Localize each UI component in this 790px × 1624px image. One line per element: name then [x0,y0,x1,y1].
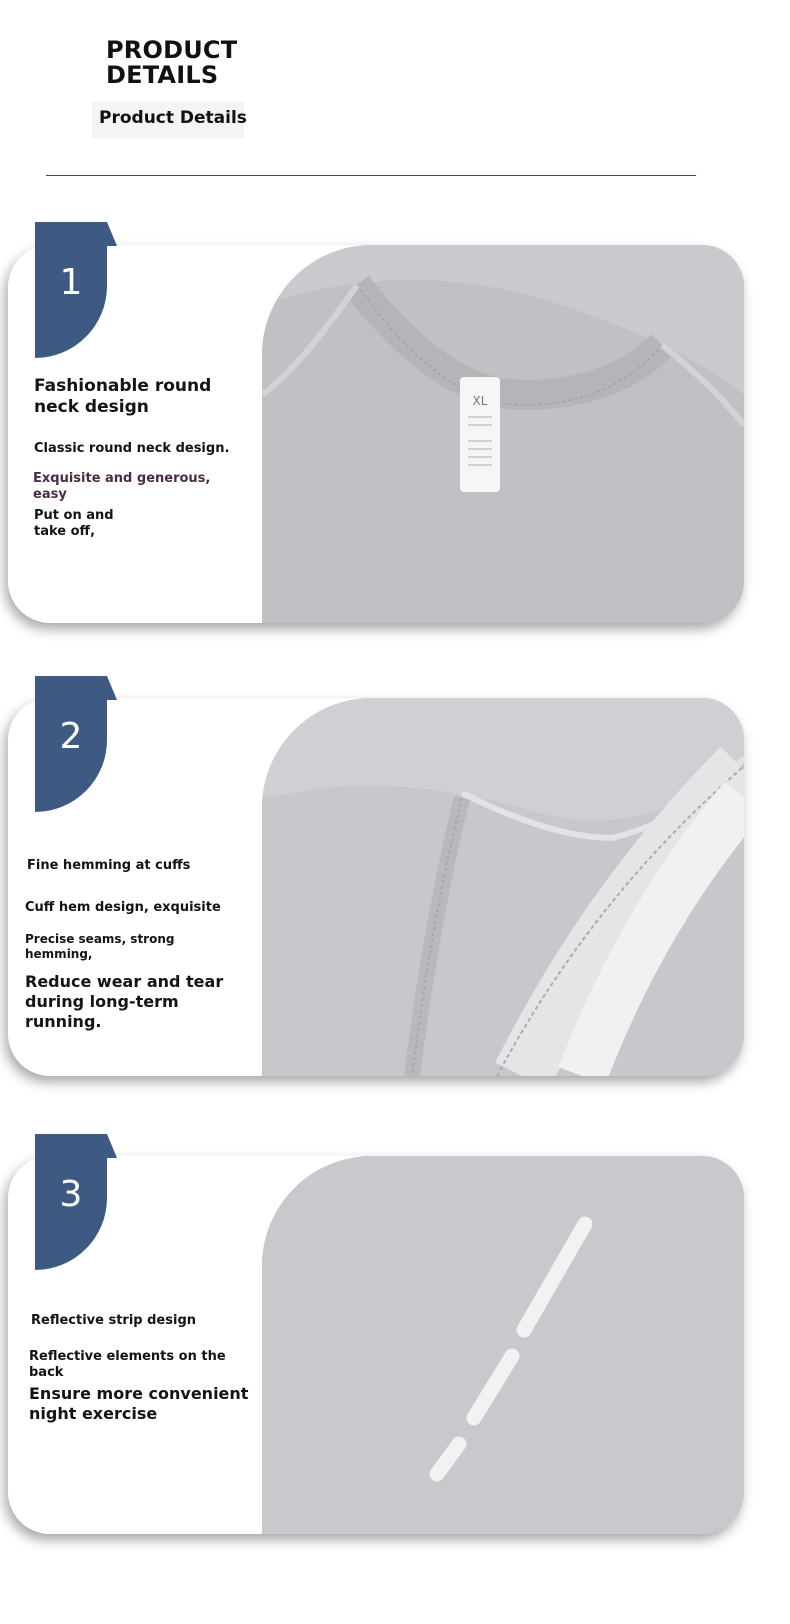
number-badge-2-label: 2 [59,716,83,757]
size-label-text: XL [472,394,488,408]
section-2-line-3 [25,972,223,1032]
section-2-line-2 [25,932,174,962]
section-3-line-2a: Ensure more convenient [29,1384,249,1403]
cuff-illustration [262,698,744,1076]
section-3-line-1 [29,1349,226,1381]
section-1-line-2a: Exquisite and generous, [33,471,211,486]
size-label-tag [460,377,500,492]
badge-fold-1 [107,222,117,246]
neck-illustration [262,245,744,623]
section-1-line-3 [34,508,114,540]
cuff-photo [262,698,744,1076]
section-2-line-3c: running. [25,1012,102,1031]
section-3-line-1b: back [29,1365,64,1380]
section-2-heading: Fine hemming at cuffs [27,858,191,873]
reflective-strip-illustration [262,1156,744,1534]
badge-fold-3 [107,1134,117,1158]
section-2-line-2b: hemming, [25,947,93,961]
section-3-line-2b: night exercise [29,1404,158,1423]
page-title [106,38,237,88]
section-3-heading: Reflective strip design [31,1313,197,1328]
section-1-heading-line-1: Fashionable round [34,376,212,396]
section-3-line-2 [29,1384,248,1424]
number-badge-3-label: 3 [59,1174,83,1215]
neck-photo [262,245,744,623]
section-1-line-3b: take off, [34,524,96,539]
header-divider [46,175,696,176]
section-1-line-2b: easy [33,487,67,502]
section-2-line-2a: Precise seams, strong [25,932,175,946]
section-2-line-3a: Reduce wear and tear [25,972,224,991]
section-2-line-3b: during long-term [25,992,179,1011]
reflective-strip-photo [262,1156,744,1534]
section-1-heading [34,376,211,418]
section-2-line-1: Cuff hem design, exquisite [25,900,221,915]
section-1-heading-line-2: neck design [34,397,149,417]
page-subtitle: Product Details [99,108,247,128]
section-1-line-3a: Put on and [34,508,114,523]
section-1-line-2 [33,471,210,503]
feature-card-3 [8,1156,744,1534]
page-title-line-1: PRODUCT [106,36,238,64]
section-1-line-1: Classic round neck design. [34,441,230,456]
page-title-line-2: DETAILS [106,61,219,89]
section-3-line-1a: Reflective elements on the [29,1349,226,1364]
badge-fold-2 [107,676,117,700]
number-badge-1-label: 1 [59,262,83,303]
feature-card-1 [8,245,744,623]
